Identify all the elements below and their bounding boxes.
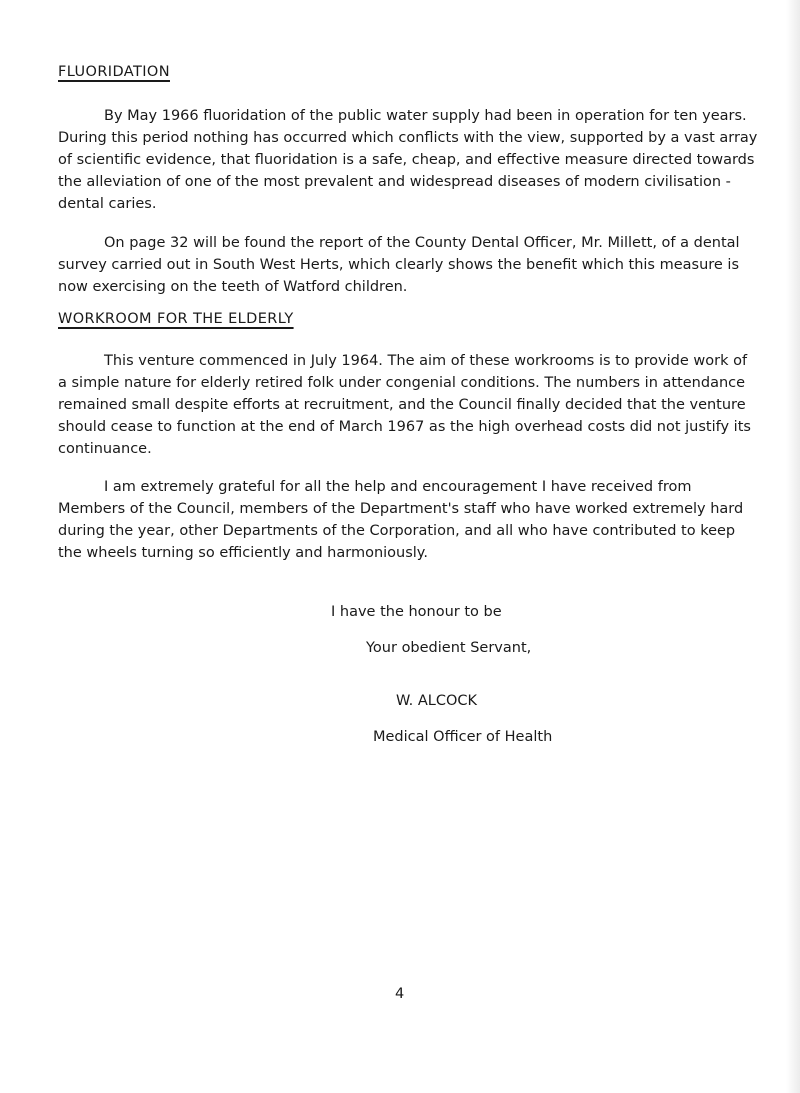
paragraph-fluoridation-1: By May 1966 fluoridation of the public water supply had been in operation for ten years. During this period nothing has occurred which conflicts with the view, supported by a vast array of scientific evidence, that fluoridation is a safe, cheap, and effective measure directed towards the alleviation of one of the most prevalent and widespread diseases of modern civilisation - dental caries.	[58, 108, 758, 212]
signatory-name: W. ALCOCK	[396, 693, 478, 709]
page-edge-shadow	[786, 0, 800, 1093]
paragraph-workroom-1: This venture commenced in July 1964. The aim of these workrooms is to provide work of a simple nature for elderly retired folk under congenial conditions. The numbers in attendance remained small despite efforts at recruitment, and the Council finally decided that the venture should cease to function at the end of March 1967 as the high overhead costs did not justify its continuance.	[58, 353, 751, 457]
signatory-title: Medical Officer of Health	[373, 729, 553, 745]
paragraph-acknowledgement: I am extremely grateful for all the help and encouragement I have received from Members of the Council, members of the Department's staff who have worked extremely hard during the year, other Departments of the Corporation, and all who have contributed to keep the wheels turning so efficiently and harmoniously.	[58, 479, 744, 561]
heading-workroom-for-the-elderly: WORKROOM FOR THE ELDERLY	[58, 311, 294, 327]
heading-fluoridation: FLUORIDATION	[58, 64, 170, 80]
closing-line-servant: Your obedient Servant,	[366, 640, 532, 656]
paragraph-fluoridation-2: On page 32 will be found the report of the County Dental Officer, Mr. Millett, of a dental survey carried out in South West Herts, which clearly shows the benefit which this measure is now exercising on the teeth of Watford children.	[58, 235, 740, 295]
closing-line-honour: I have the honour to be	[331, 604, 502, 620]
page-number: 4	[395, 986, 405, 1002]
